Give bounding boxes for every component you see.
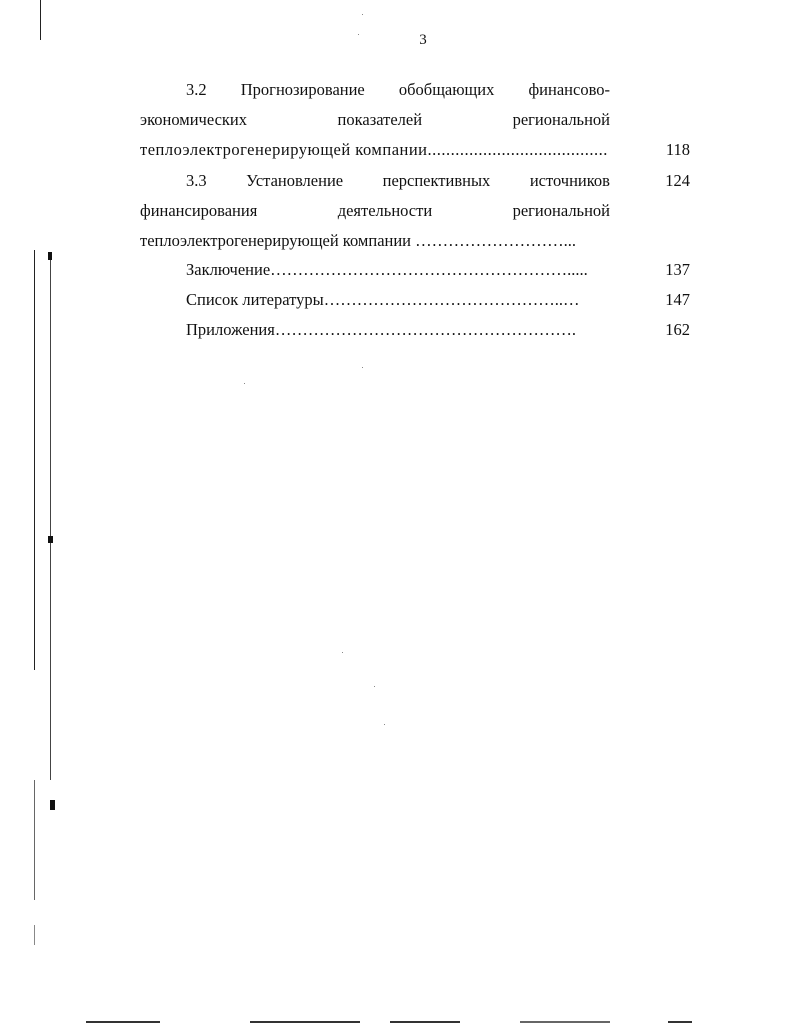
toc-conclusion-page: 137 (665, 260, 690, 279)
toc-3-2-number: 3.2 (186, 80, 207, 99)
toc-3-2-word: финансово- (528, 80, 610, 99)
scan-artifact-mark (48, 536, 53, 543)
scan-speck (244, 383, 245, 384)
scan-artifact-hline (390, 1021, 460, 1023)
toc-3-2-word: показателей (337, 110, 423, 129)
toc-3-2-word: обобщающих (398, 80, 495, 99)
scan-artifact-hline (668, 1021, 692, 1023)
scan-artifact-line (40, 0, 41, 40)
scan-artifact-mark (48, 252, 52, 260)
scan-speck (384, 724, 385, 725)
toc-3-3-line-3: теплоэлектрогенерирующей компании ………………………... (140, 231, 577, 250)
scan-artifact-line (50, 260, 51, 780)
toc-3-3-word: финансирования (140, 201, 258, 220)
scan-speck (342, 652, 343, 653)
toc-3-2-word: экономических (140, 110, 248, 129)
toc-3-2-word: региональной (512, 110, 610, 129)
toc-3-3-word: деятельности (337, 201, 433, 220)
scan-speck (362, 14, 363, 15)
scan-artifact-mark (50, 800, 55, 810)
scan-speck (358, 34, 359, 35)
scan-speck (374, 686, 375, 687)
toc-3-2-line-3: теплоэлектрогенерирующей компании....................................... (140, 140, 608, 159)
toc-appendices-page: 162 (665, 320, 690, 339)
scan-speck (362, 367, 363, 368)
toc-references-page: 147 (665, 290, 690, 309)
scan-artifact-hline (250, 1021, 360, 1023)
toc-3-3-line-2 (140, 201, 610, 221)
page-number: 3 (419, 32, 427, 48)
scan-artifact-line (34, 780, 35, 900)
scan-artifact-line (34, 925, 35, 945)
toc-3-3-word: Установление (246, 171, 344, 190)
toc-references: Список литературы……………………………………..… (186, 290, 580, 309)
toc-3-3-line-1 (140, 171, 610, 191)
toc-3-2-word: Прогнозирование (240, 80, 365, 99)
toc-3-3-word: региональной (512, 201, 610, 220)
toc-conclusion: Заключение………………………………………………..... (186, 260, 588, 279)
scan-artifact-hline (520, 1021, 610, 1023)
toc-3-2-line-1 (140, 80, 610, 100)
scan-artifact-line (34, 250, 35, 670)
toc-3-3-word: перспективных (382, 171, 491, 190)
toc-3-3-page: 124 (665, 171, 690, 190)
toc-3-3-number: 3.3 (186, 171, 207, 190)
toc-3-2-page: 118 (665, 140, 690, 159)
toc-3-2-line-2 (140, 110, 610, 130)
scan-artifact-hline (86, 1021, 160, 1023)
toc-appendices: Приложения………………………………………………. (186, 320, 576, 339)
toc-3-3-word: источников (529, 171, 610, 190)
